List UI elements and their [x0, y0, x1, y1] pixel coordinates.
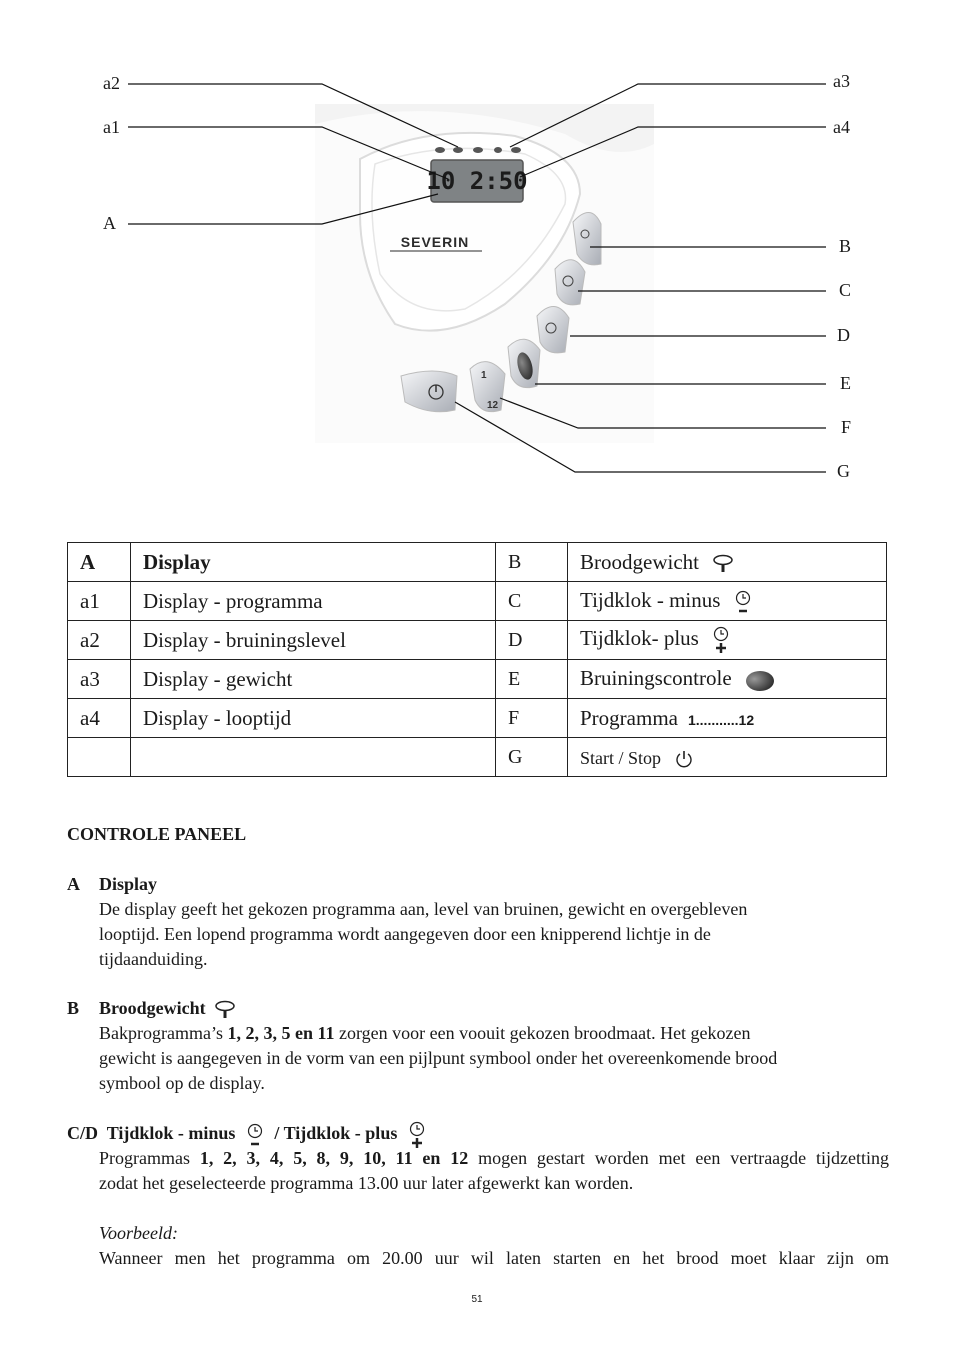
callout-a4: a4 [833, 117, 850, 137]
svg-text:12: 12 [487, 400, 499, 411]
clock-minus-icon [734, 590, 752, 614]
cell-label: Tijdklok- plus [580, 625, 699, 650]
table-cell [568, 660, 887, 699]
table-cell: E [496, 660, 568, 699]
clock-plus-icon [408, 1121, 426, 1149]
table-cell: Display [131, 543, 496, 582]
table-cell [131, 738, 496, 777]
text-line: Programmas 1, 2, 3, 4, 5, 8, 9, 10, 11 en 12 mogen gestart worden met een vertraagde tijdzetting [99, 1148, 889, 1168]
table-row [68, 543, 887, 582]
section-b-body [99, 1021, 889, 1096]
text-line: symbool op de display. [99, 1073, 265, 1093]
lcd-digits: 10 2:50 [426, 167, 528, 195]
section-title: CONTROLE PANEEL [67, 824, 247, 844]
bread-weight-icon [214, 1000, 236, 1020]
callout-a1: a1 [103, 117, 120, 137]
section-cd-letter: C/D [67, 1123, 98, 1144]
text-line: zodat het geselecteerde programma 13.00 uur later afgewerkt kan worden. [99, 1173, 634, 1193]
section-cd-heading-minus: Tijdklok - minus [106, 1123, 236, 1144]
clock-plus-icon [712, 626, 730, 654]
table-row [68, 582, 887, 621]
text-line: Bakprogramma’s 1, 2, 3, 5 en 11 zorgen voor een voouit gekozen broodmaat. Het gekozen [99, 1023, 751, 1043]
section-cd-body [99, 1146, 889, 1271]
table-cell: Display - programma [131, 582, 496, 621]
table-cell: Display - gewicht [131, 660, 496, 699]
section-b-heading-wrap [99, 996, 236, 1021]
table-cell: a3 [68, 660, 131, 699]
text-line: tijdaanduiding. [99, 949, 208, 969]
cell-label: Programma [580, 705, 678, 730]
section-a-heading: Display [99, 874, 158, 894]
clock-minus-icon [246, 1123, 264, 1147]
callout-G: G [837, 461, 850, 481]
text-line: De display geeft het gekozen programma aan, level van bruinen, gewicht en overgebleven [99, 899, 748, 919]
table-cell: B [496, 543, 568, 582]
table-cell [568, 738, 887, 777]
table-cell: Display - bruiningslevel [131, 621, 496, 660]
text-line: gewicht is aangegeven in de vorm van een pijlpunt symbool onder het overeenkomende brood [99, 1048, 778, 1068]
callout-C: C [839, 280, 852, 300]
callout-E: E [840, 373, 851, 393]
table-cell [568, 582, 887, 621]
table-cell: C [496, 582, 568, 621]
svg-text:1: 1 [481, 370, 487, 381]
browning-control-icon [745, 670, 775, 692]
callout-a3: a3 [833, 71, 850, 91]
section-a-body [99, 897, 889, 972]
table-cell: A [68, 543, 131, 582]
cell-label: Start / Stop [580, 747, 662, 768]
table-cell: a1 [68, 582, 131, 621]
table-cell: G [496, 738, 568, 777]
table-cell: a2 [68, 621, 131, 660]
table-cell: F [496, 699, 568, 738]
callout-F: F [841, 417, 852, 437]
table-cell [68, 738, 131, 777]
table-cell [568, 699, 887, 738]
cell-label: Broodgewicht [580, 549, 699, 574]
control-panel-illustration [315, 104, 654, 443]
section-cd-heading-plus: / Tijdklok - plus [274, 1123, 398, 1144]
section-a-letter: A [67, 874, 80, 894]
text-line: Wanneer men het programma om 20.00 uur wil laten starten en het brood moet klaar zijn om [99, 1248, 889, 1268]
table-row [68, 621, 887, 660]
table-cell: D [496, 621, 568, 660]
table-cell [568, 621, 887, 660]
control-panel-photo [315, 104, 654, 443]
cell-label: Tijdklok - minus [580, 587, 721, 612]
table-row [68, 699, 887, 738]
callout-a2: a2 [103, 73, 120, 93]
callout-B: B [839, 236, 852, 256]
table-cell [568, 543, 887, 582]
table-row [68, 738, 887, 777]
callout-D: D [837, 325, 850, 345]
table-row [68, 660, 887, 699]
section-b-heading: Broodgewicht [99, 998, 206, 1018]
page-number: 51 [471, 1294, 483, 1305]
cell-label: Bruiningscontrole [580, 666, 732, 691]
callout-A: A [103, 213, 116, 233]
power-icon [674, 749, 694, 769]
program-range: 1...........12 [687, 711, 755, 728]
legend-table [67, 542, 887, 777]
brand-logo: SEVERIN [400, 234, 470, 250]
bread-weight-icon [712, 554, 734, 574]
text-line: looptijd. Een lopend programma wordt aangegeven door een knipperend lichtje in de [99, 924, 711, 944]
table-cell: Display - looptijd [131, 699, 496, 738]
example-label: Voorbeeld: [99, 1223, 178, 1243]
section-b-letter: B [67, 998, 80, 1018]
section-cd-heading [67, 1121, 426, 1149]
table-cell: a4 [68, 699, 131, 738]
